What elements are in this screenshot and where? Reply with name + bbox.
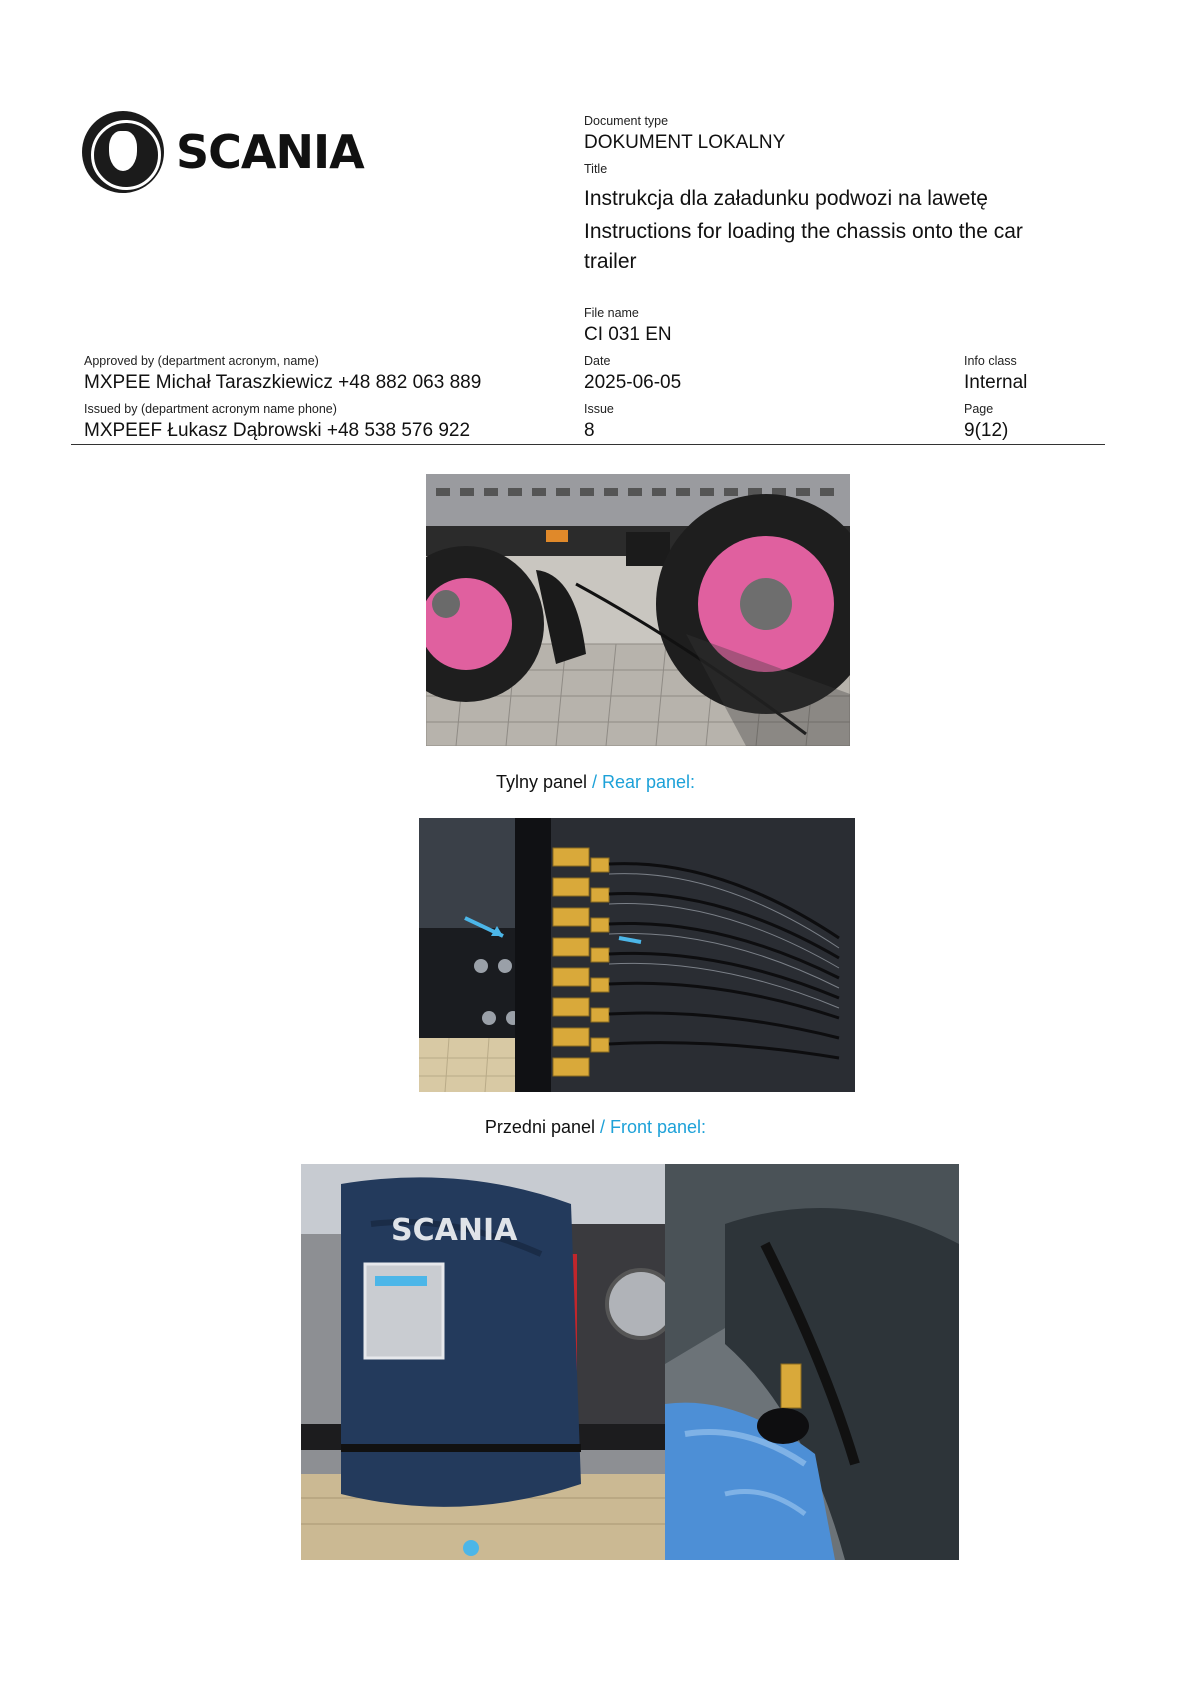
photo-front-panel-cover: [301, 1164, 665, 1560]
title-label: Title: [584, 162, 608, 176]
connector-closeup-illustration: [665, 1164, 959, 1560]
scania-logo: [82, 110, 392, 194]
header-divider: [71, 444, 1105, 445]
photo-rear-panel: [419, 818, 855, 1092]
title-english: Instructions for loading the chassis onto the car trailer: [584, 220, 1023, 273]
document-title: [584, 184, 1054, 280]
title-polish: Instrukcja dla załadunku podwozi na lawetę: [584, 187, 988, 210]
info-class: Internal: [964, 372, 1028, 393]
page-label: Page: [964, 402, 994, 416]
front-panel-caption: [0, 1117, 1191, 1138]
date: 2025-06-05: [584, 372, 682, 393]
griffin-badge-icon: [82, 111, 164, 193]
rear-panel-caption: [0, 772, 1191, 793]
document-type: DOKUMENT LOKALNY: [584, 132, 786, 153]
issued-by: MXPEEF Łukasz Dąbrowski +48 538 576 922: [84, 420, 471, 441]
file-name-label: File name: [584, 306, 639, 320]
front-panel-caption-polish: Przedni panel: [484, 1117, 600, 1137]
front-panel-caption-english: / Front panel:: [600, 1117, 707, 1137]
photo-trailer-wheels: [426, 474, 850, 746]
rear-panel-caption-english: / Rear panel:: [592, 772, 696, 792]
issue-label: Issue: [584, 402, 614, 416]
front-panel-cover-illustration: [301, 1164, 665, 1560]
issue: 8: [584, 420, 595, 441]
document-type-label: Document type: [584, 114, 669, 128]
info-class-label: Info class: [964, 354, 1017, 368]
rear-panel-illustration: [419, 818, 855, 1092]
cover-logo-text: SCANIA: [391, 1213, 518, 1248]
date-label: Date: [584, 354, 611, 368]
approved-by-label: Approved by (department acronym, name): [84, 354, 319, 368]
photo-connector-closeup: [665, 1164, 959, 1560]
page-number: 9(12): [964, 420, 1009, 441]
approved-by: MXPEE Michał Taraszkiewicz +48 882 063 889: [84, 372, 482, 393]
issued-by-label: Issued by (department acronym name phone): [84, 402, 337, 416]
logo-wordmark: SCANIA: [176, 125, 364, 179]
file-name: CI 031 EN: [584, 324, 672, 345]
trailer-wheels-illustration: [426, 474, 850, 746]
rear-panel-caption-polish: Tylny panel: [495, 772, 592, 792]
